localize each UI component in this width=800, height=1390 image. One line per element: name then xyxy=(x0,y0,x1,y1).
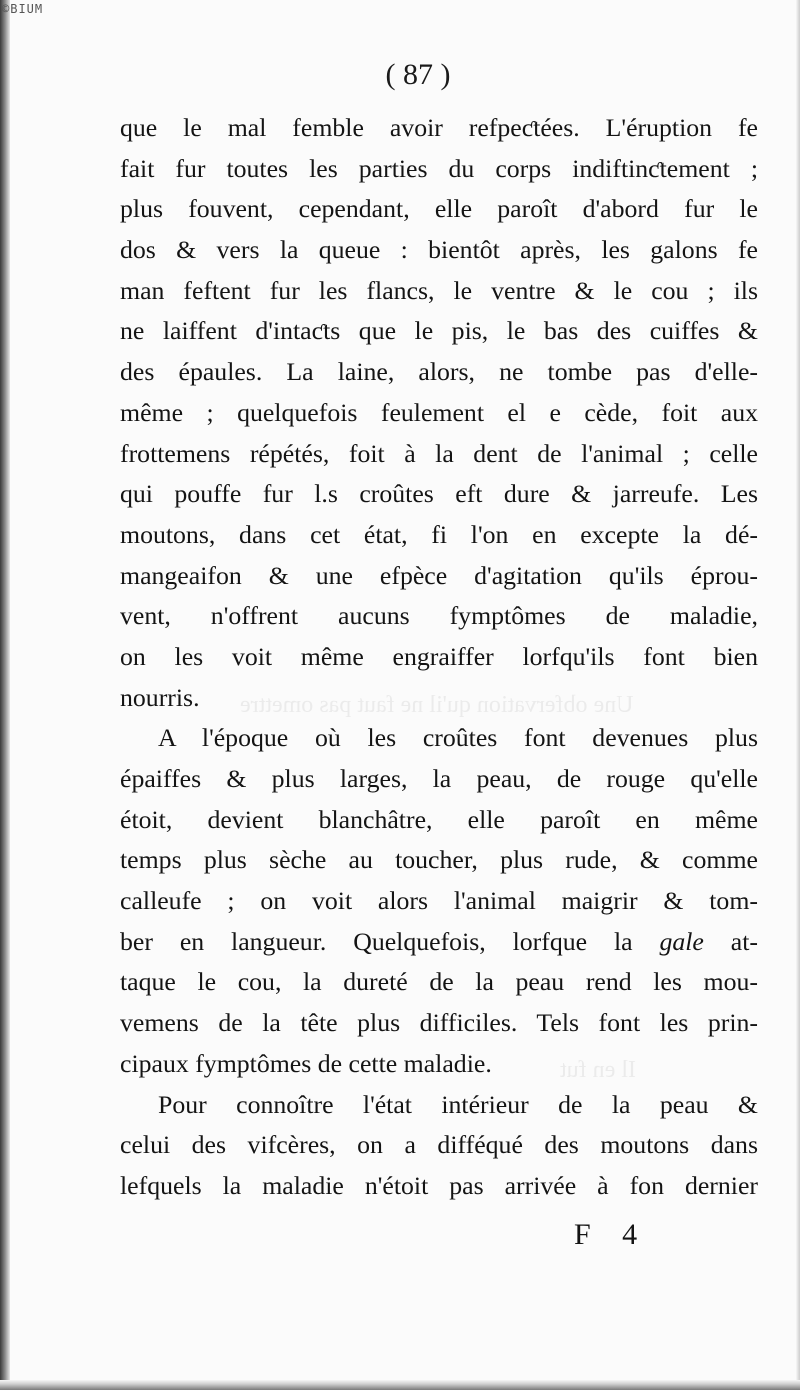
text-line: moutons, dans cet état, fi l'on en excepte la dé- xyxy=(120,519,758,549)
text-line: ne laiffent d'intaƈts que le pis, le bas des cuiffes & xyxy=(120,316,758,346)
body-text xyxy=(120,108,758,1207)
text-line: ber en langueur. Quelquefois, lorfque la gale at- xyxy=(120,926,758,956)
signature-mark: F 4 xyxy=(574,1218,650,1251)
scan-left-edge xyxy=(0,0,10,1390)
text-line: frottemens répétés, foit à la dent de l'animal ; celle xyxy=(120,438,758,468)
text-line: lefquels la maladie n'étoit pas arrivée à fon dernier xyxy=(120,1170,758,1200)
text-line: man feftent fur les flancs, le ventre & le cou ; ils xyxy=(120,275,758,305)
text-line: on les voit même engraiffer lorfqu'ils font bien xyxy=(120,641,758,671)
text-line: des épaules. La laine, alors, ne tombe pas d'elle- xyxy=(120,357,758,387)
text-line: vent, n'offrent aucuns fymptômes de maladie, xyxy=(120,601,758,631)
bleed-through-text: Il en fut xyxy=(560,1057,636,1083)
scan-right-edge xyxy=(796,0,800,1390)
text-line: celui des vifcères, on a difféqué des moutons dans xyxy=(120,1130,758,1160)
text-line: qui pouffe fur l.s croûtes eft dure & jarreufe. Les xyxy=(120,479,758,509)
scan-bottom-edge xyxy=(0,1380,800,1390)
bleed-through-text: Une obfervation qu'il ne faut pas omettre xyxy=(240,692,634,718)
text-line: Pour connoître l'état intérieur de la peau & xyxy=(158,1089,758,1119)
text-line: que le mal femble avoir refpeƈtées. L'éruption fe xyxy=(120,113,758,142)
library-watermark: ©BIUM xyxy=(2,2,44,16)
text-line: épaiffes & plus larges, la peau, de rouge qu'elle xyxy=(120,764,758,793)
text-line: plus fouvent, cependant, elle paroît d'abord fur le xyxy=(120,194,758,224)
page-number: ( 87 ) xyxy=(385,58,451,91)
text-line: étoit, devient blanchâtre, elle paroît en même xyxy=(120,804,758,834)
text-line: temps plus sèche au toucher, plus rude, & comme xyxy=(120,845,758,875)
text-line: nourris. xyxy=(120,682,200,712)
text-line: A l'époque où les croûtes font devenues plus xyxy=(158,723,758,753)
text-line: dos & vers la queue : bientôt après, les galons fe xyxy=(120,235,758,265)
italic-word: gale xyxy=(659,926,704,956)
text-line: cipaux fymptômes de cette maladie. xyxy=(120,1048,492,1078)
text-line: mangeaifon & une efpèce d'agitation qu'ils éprou- xyxy=(120,560,758,590)
text-line: vemens de la tête plus difficiles. Tels font les prin- xyxy=(120,1008,758,1038)
text-line: taque le cou, la dureté de la peau rend les mou- xyxy=(120,967,758,997)
text-line: fait fur toutes les parties du corps indiftinƈtement ; xyxy=(120,153,758,183)
text-line: même ; quelquefois feulement el e cède, foit aux xyxy=(120,397,758,427)
text-line: calleufe ; on voit alors l'animal maigrir & tom- xyxy=(120,886,758,916)
